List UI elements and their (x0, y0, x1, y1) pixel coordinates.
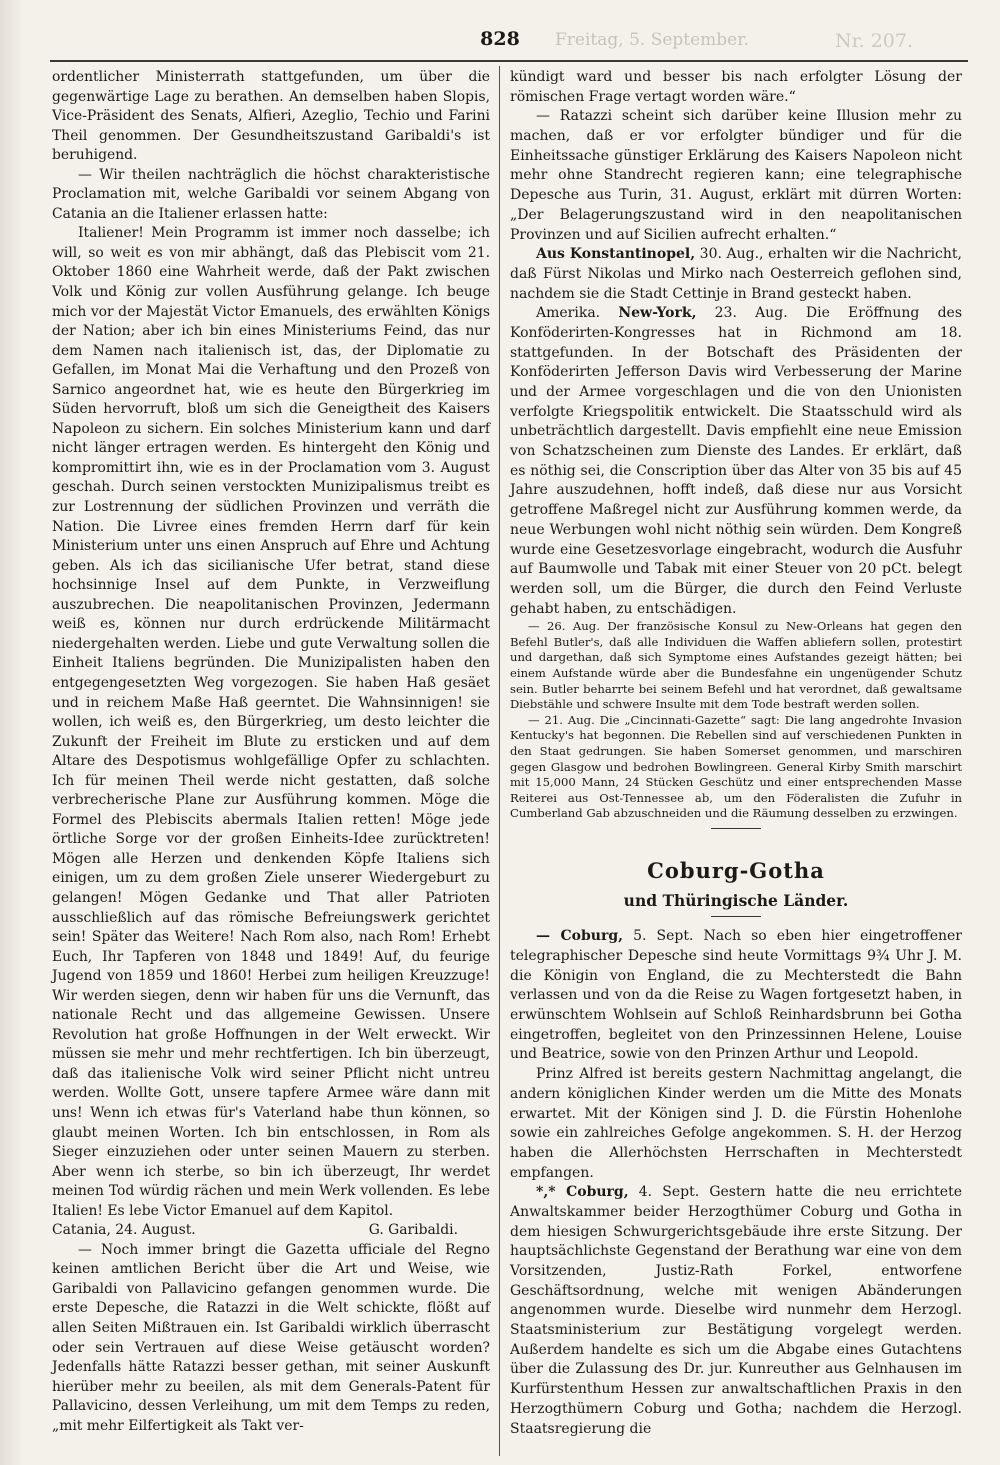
proclamation-text: Italiener! Mein Programm ist immer noch dasselbe; ich will, so weit es von mir abhängt, daß das Plebiscit vom 21. Oktober 1860 eine Wahrheit werde, daß der Pakt zwischen Volk und König zur vollen Ausführung gelange. Ich beuge mich vor der Majestät Victor Emanuels, des erwählten Königs der Nation; aber ich bin eines Ministeriums Feind, das nur dem Namen nach italienisch ist, das, der Diplomatie zu Gefallen, im Monat Mai die Verhaftung und den Prozeß von Sarnico angeordnet hat, wie es heute den Bürgerkrieg im Süden hervorruft, bloß um sich die Geneigtheit des Kaisers Napoleon zu sichern. Ein solches Ministerium kann und darf nicht länger ertragen werden. Es hintergeht den König und kompromittirt ihn, wie es in der Proclamation vom 3. August geschah. Durch seinen verstockten Munizipalismus treibt es zur Lostrennung der südlichen Provinzen und verräth die Nation. Die Livree eines fremden Herrn darf für kein Ministerium unter uns einen Anspruch auf Ehre und Achtung geben. Als ich das sicilianische Ufer betrat, stand diese hochsinnige Insel auf dem Punkte, in Verzweiflung auszubrechen. Die neapolitanischen Provinzen, Jedermann weiß es, können nur durch erdrückende Militärmacht niedergehalten werden. Liebe und gute Verwaltung sollen die Einheit Italiens begründen. Die Munizipalisten haben den entgegengesetzten Weg vorgezogen. Sie haben Haß gesäet und in reichem Maße Haß geerntet. Die Wahnsinnigen! sie wollen, ich weiß es, den Bürgerkrieg, um desto leichter die Zukunft der Freiheit im Blute zu ersticken und auf dem Altare des Despotismus wohlgefällige Opfer zu schlachten. Ich für meinen Theil werde nicht gestatten, daß solche verbrecherische Plane zur Ausführung kommen. Möge die Formel des Plebiscits abermals Italien retten! Möge jede örtliche Sorge vor der großen Einheits-Idee zurücktreten! Mögen alle Herzen und denkenden Köpfe Italiens sich einigen, um zu dem großen Ziele unserer Wiedergeburt zu gelangen! Mögen Gedanke und That aller Patrioten ausschließlich auf das römische Befreiungswerk gerichtet sein! Später das Weitere! Nach Rom also, nach Rom! Erhebt Euch, Ihr Tapferen von 1848 und 1849! Auf, du feurige Jugend von 1859 und 1860! Herbei zum heiligen Kreuzzuge! Wir werden siegen, denn wir haben für uns die Vernunft, das nationale Recht und das allgemeine Gewissen. Unsere Revolution hat große Hoffnungen in der Welt erweckt. Wir müssen sie mehr und mehr rechtfertigen. Ich bin überzeugt, daß das italienische Volk wird seiner Pflicht nicht untreu werden. Wollte Gott, unsere tapfere Armee wäre dann mit uns! Wenn ich etwas für's Vaterland habe thun können, so glaubt meinen Worten. Ich bin entschlossen, in Rom als Sieger einzuziehen oder unter seinen Mauern zu sterben. Aber wenn ich sterbe, so bin ich überzeugt, Ihr werdet meinen Tod würdig rächen und mein Werk vollenden. Es lebe Italien! Es lebe Victor Emanuel auf dem Kapitol. (52, 225, 490, 1219)
dateline-place: *,* Coburg, (536, 1184, 629, 1201)
section-title: Coburg-Gotha (647, 857, 825, 883)
news-body: 30. Aug., erhalten wir die Nachricht, daß Fürst Nikolas und Mirko nach Oesterreich geflohen sind, nachdem sie die Stadt Cettinje in Brand gesteckt haben. (510, 246, 962, 302)
dateline-place: — Coburg, (536, 928, 623, 945)
bleed-through-issue: Nr. 207. (835, 30, 914, 52)
region-label: Amerika. (536, 305, 601, 322)
article-paragraph: — Ratazzi scheint sich darüber keine Illusion mehr zu machen, daß er vor erfolgter bündiger und für die Einheitssache günstiger Erklärung des Kaisers Napoleon nicht mehr ohne Standrecht regieren kann; eine telegraphische Depesche aus Turin, 31. August, erklärt mit dürren Worten: „Der Belagerungszustand wird in den neapolitanischen Provinzen und auf Sicilien aufrecht erhalten.“ (510, 108, 962, 243)
column-divider (499, 66, 500, 1456)
news-item-new-york (510, 304, 962, 619)
news-body: 4. Sept. Gestern hatte die neu errichtete Anwaltskammer beider Herzogthümer Coburg und Gotha in dem hiesigen Schwurgerichtsgebäude ihre erste Sitzung. Der hauptsächlichste Gegenstand der Berathung war eine von dem Vorsitzenden, Justiz-Rath Forkel, entworfene Geschäftsordnung, welche mit wenigen Abänderungen angenommen wurde. Dieselbe wird nunmehr dem Herzogl. Staatsministerium zur Bestätigung vorgelegt werden. Außerdem handelte es sich um die Abgabe eines Gutachtens über die Zulassung des Dr. jur. Kunreuther aus Gelnhausen im Kurfürstenthum Hessen zur anwaltschaftlichen Praxis in den Herzogthümern Coburg und Gotha; nachdem die Herzogl. Staatsregierung die (510, 1184, 962, 1437)
section-divider (711, 828, 761, 829)
article-paragraph: — Noch immer bringt die Gazetta ufficiale del Regno keinen amtlichen Bericht über die Art und Weise, wie Garibaldi von Pallavicino gefangen genommen wurde. Die erste Depesche, die Ratazzi in die Welt schickte, flößt auf allen Seiten Mißtrauen ein. Ist Garibaldi wirklich überrascht oder sein Vertrauen auf diese Weise getäuscht worden? Jedenfalls hätte Ratazzi besser gethan, mit seiner Auskunft hierüber mehr zu beeilen, als mit dem Generals-Patent für Pallavicino, dessen Verleihung, um mit dem Temps zu reden, „mit mehr Eilfertigkeit als Takt ver- (52, 1241, 490, 1434)
signature-name: G. Garibaldi. (368, 1222, 458, 1239)
section-divider (711, 916, 761, 917)
news-item-coburg-2 (510, 1183, 962, 1439)
right-column (510, 68, 962, 1439)
section-heading (510, 857, 962, 910)
dateline-place: Aus Konstantinopel, (536, 246, 696, 263)
page-header (0, 26, 1000, 56)
article-paragraph: — Wir theilen nachträglich die höchst charakteristische Proclamation mit, welche Garibaldi vor seinem Abgang von Catania an die Italiener erlassen hatte: (52, 166, 490, 222)
section-subtitle: und Thüringische Länder. (623, 890, 849, 910)
left-column (52, 68, 490, 1436)
proclamation-signature (52, 1221, 490, 1241)
dateline-place: New-York, (618, 305, 697, 322)
article-paragraph: ordentlicher Ministerrath stattgefunden, um über die gegenwärtige Lage zu berathen. An demselben haben Slopis, Vice-Präsident des Senats, Alfieri, Azeglio, Techio und Farini Theil genommen. Der Gesundheitszustand Garibaldi's ist beruhigend. (52, 69, 490, 164)
news-item-constantinople (510, 245, 962, 304)
news-item-coburg-1 (510, 927, 962, 1065)
small-print-paragraph: — 21. Aug. Die „Cincinnati-Gazette“ sagt: Die lang angedrohte Invasion Kentucky's hat begonnen. Die Rebellen sind auf verschiedenen Punkten in den Staat gedrungen. Sie haben Somerset genommen, und marschiren gegen Glasgow und bedrohen Bowlingreen. General Kirby Smith marschirt mit 15,000 Mann, 24 Stücken Geschütz und einer entsprechenden Masse Reiterei aus Ost-Tennessee ab, um den Föderalisten die Zufuhr in Cumberland Gab abzuschneiden und die Räumung desselben zu erzwingen. (510, 712, 962, 821)
article-paragraph: kündigt ward und besser bis nach erfolgter Lösung der römischen Frage vertagt worden wäre.“ (510, 69, 962, 105)
page-number: 828 (480, 28, 520, 50)
article-paragraph: Prinz Alfred ist bereits gestern Nachmittag angelangt, die andern königlichen Kinder werden um die Mitte des Monats erwartet. Mit der Königen sind J. D. die Fürstin Hohenlohe sowie ein zahlreiches Gefolge angekommen. S. H. der Herzog haben die Allerhöchsten Herrschaften in Mechterstedt empfangen. (510, 1066, 962, 1181)
signature-place-date: Catania, 24. August. (52, 1222, 196, 1239)
small-print-paragraph: — 26. Aug. Der französische Konsul zu New-Orleans hat gegen den Befehl Butler's, daß alle Individuen die Waffen abliefern sollen, protestirt und dargethan, daß sich Symptome eines Aufstandes gezeigt hätten; bei einem Aufstande würde aber die Bundesfahne ein ungenügender Schutz sein. Butler beharrte bei seinem Befehl und hat verordnet, daß gewaltsame Diebstähle und schwere Insulte mit dem Tode bestraft werden sollen. (510, 619, 962, 712)
bleed-through-date: Freitag, 5. September. (555, 30, 749, 50)
header-rule (50, 60, 968, 62)
news-body: 5. Sept. Nach so eben hier eingetroffener telegraphischer Depesche sind heute Vormittags 9¾ Uhr J. M. die Königin von England, die zu Mechterstedt die Bahn verlassen und von da die Reise zu Wagen fortgesetzt haben, in erwünschtem Wohlsein auf Schloß Reinhardsbrunn bei Gotha eingetroffen, begleitet von den Prinzessinnen Helene, Louise und Beatrice, sowie von den Prinzen Arthur und Leopold. (510, 928, 962, 1063)
page-edge-shadow (0, 0, 24, 1465)
news-body: 23. Aug. Die Eröffnung des Konföderirten-Kongresses hat in Richmond am 18. stattgefunden. In der Botschaft des Präsidenten der Konföderirten Jefferson Davis wird Verbesserung der Marine und der Armee vorgeschlagen und die von den Unionisten verfolgte Kriegspolitik entwickelt. Die Staatsschuld wird als unbeträchtlich dargestellt. Davis empfiehlt eine neue Emission von Schatzscheinen zum Dienste des Landes. Er erklärt, daß es nöthig sei, die Conscription über das Alter von 35 bis auf 45 Jahre auszudehnen, hofft indeß, daß diese nur aus Vorsicht getroffene Maßregel nicht zur Ausführung kommen werde, da neue Werbungen wohl nicht nöthig sein würden. Dem Kongreß wurde eine Gesetzesvorlage eingebracht, wodurch die Ausfuhr auf Baumwolle und Tabak mit einer Steuer von 20 pCt. belegt werden soll, um die Bürger, die durch den Feind Verluste gehabt haben, zu entschädigen. (510, 305, 962, 617)
